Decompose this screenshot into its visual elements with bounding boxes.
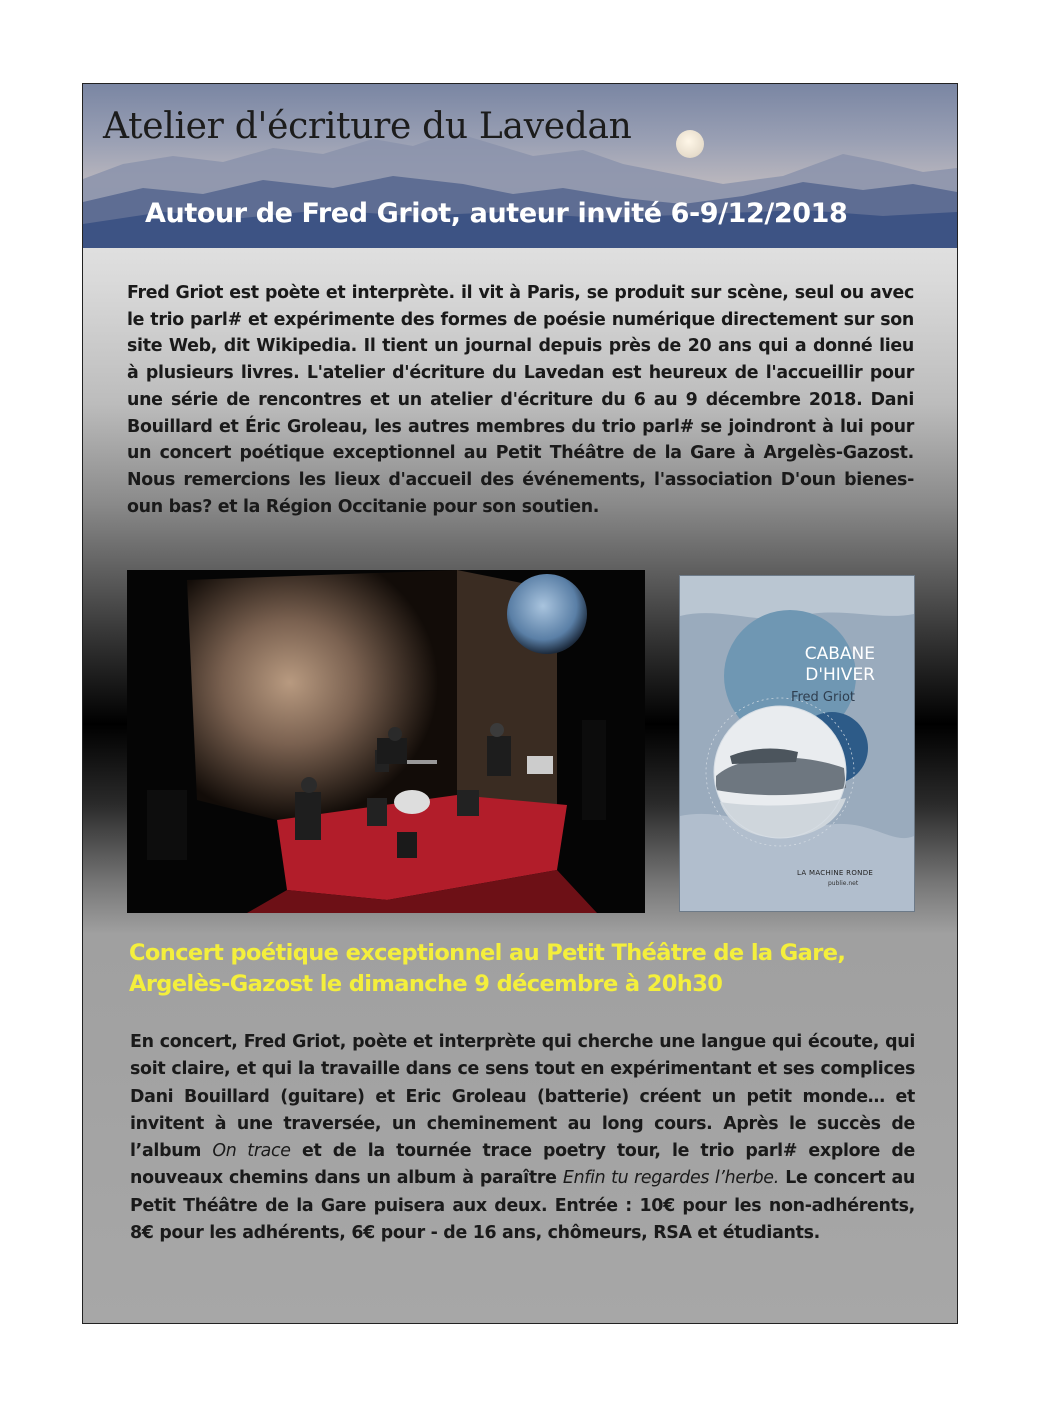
concert-heading-line2: Argelès-Gazost le dimanche 9 décembre à 20h30 (129, 971, 723, 997)
page-frame (82, 83, 958, 1324)
book-title: CABANE D'HIVER (804, 644, 875, 685)
event-heading: Autour de Fred Griot, auteur invité 6-9/12/2018 (145, 198, 848, 229)
moon-icon (676, 130, 704, 158)
header-banner (83, 84, 957, 248)
concert-text-part2: et de la tournée trace poetry tour, le trio parl# explore de nouveaux chemins dans un album à paraître (130, 1141, 915, 1189)
concert-text-part1: En concert, Fred Griot, poète et interprète qui cherche une langue qui écoute, qui soit claire, et qui la travaille dans ce sens tout en expérimentant et ses complices Dani Bouillard (guitare) et Eric Groleau (batterie) créent un petit monde… et invitent à une traversée, un cheminement au long cours. Après le succès de l’album (130, 1032, 915, 1162)
book-cover (680, 576, 914, 911)
concert-heading (129, 938, 929, 1000)
album-title-enfin: Enfin tu regardes l’herbe. (562, 1168, 779, 1189)
site-title: Atelier d'écriture du Lavedan (103, 106, 632, 147)
album-title-on-trace: On trace (212, 1141, 291, 1162)
intro-paragraph: Fred Griot est poète et interprète. il vit à Paris, se produit sur scène, seul ou avec le trio parl# et expérimente des formes de poésie numérique directement sur son site Web, dit Wikipedia. Il tient un journal depuis près de 20 ans qui a donné lieu à plusieurs livres. L'atelier d'écriture du Lavedan est heureux de l'accueillir pour une série de rencontres et un atelier d'écriture du 6 au 9 décembre 2018. Dani Bouillard et Éric Groleau, les autres membres du trio parl# se joindront à lui pour un concert poétique exceptionnel au Petit Théâtre de la Gare à Argelès-Gazost. Nous remercions les lieux d'accueil des événements, l'association D'oun bienes- oun bas? et la Région Occitanie pour son soutien. (127, 283, 914, 517)
book-author: Fred Griot (790, 690, 855, 705)
book-publisher: LA MACHINE RONDE (797, 869, 874, 877)
concert-photo (127, 570, 645, 913)
concert-heading-line1: Concert poétique exceptionnel au Petit Théâtre de la Gare, (129, 940, 846, 966)
concert-text-part3: Le concert au Petit Théâtre de la Gare puisera aux deux. Entrée : 10€ pour les non-adhérents, 8€ pour les adhérents, 6€ pour - de 16 ans, chômeurs, RSA et étudiants. (130, 1168, 915, 1244)
book-publisher-sub: publie.net (828, 880, 859, 887)
concert-paragraph (130, 1029, 915, 1247)
